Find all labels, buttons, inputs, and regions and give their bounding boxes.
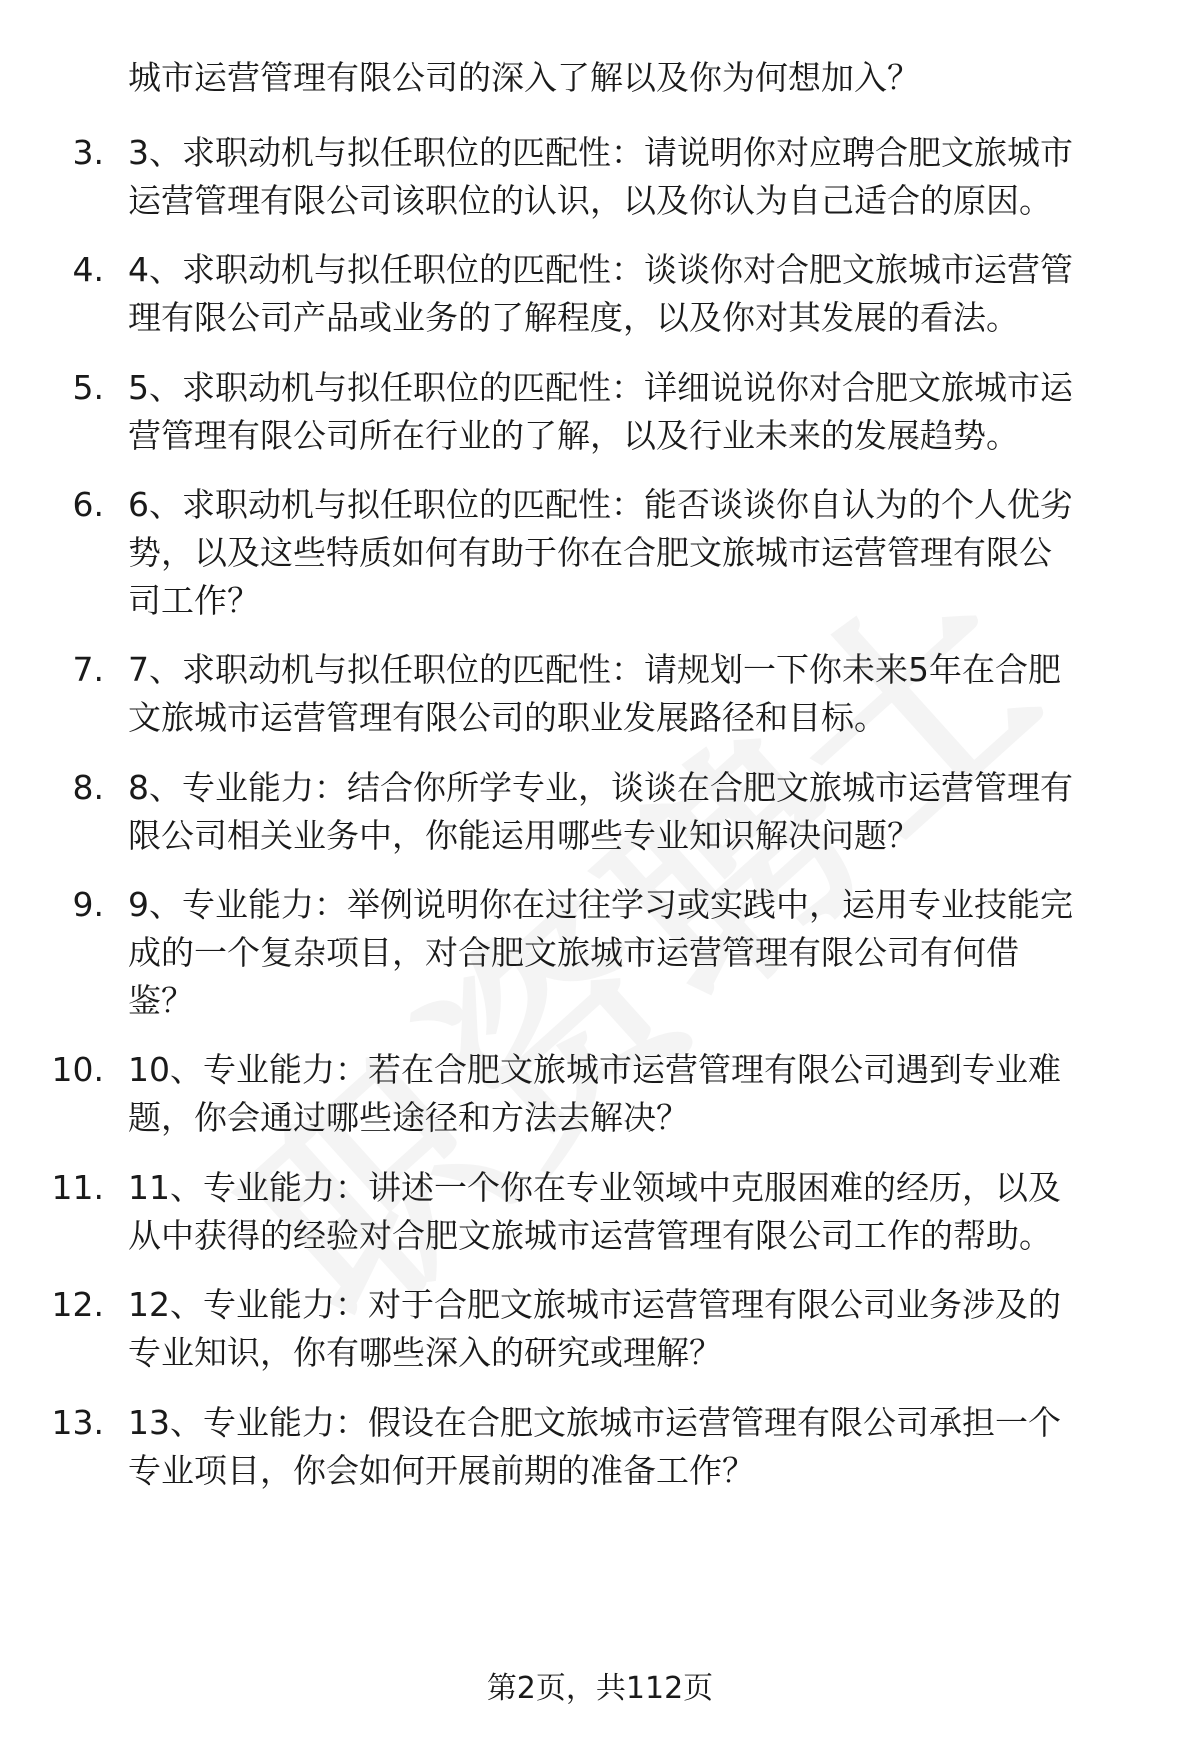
list-item-number: 9. bbox=[72, 885, 104, 924]
page-footer: 第2页，共112页 bbox=[486, 1671, 714, 1706]
list-item-text-line: 运营管理有限公司该职位的认识，以及你认为自己适合的原因。 bbox=[128, 181, 1052, 220]
list-item-text-line: 7、求职动机与拟任职位的匹配性：请规划一下你未来5年在合肥 bbox=[128, 650, 1061, 689]
list-item-text-line: 13、专业能力：假设在合肥文旅城市运营管理有限公司承担一个 bbox=[128, 1403, 1061, 1442]
list-item-text-line: 9、专业能力：举例说明你在过往学习或实践中，运用专业技能完 bbox=[128, 885, 1073, 924]
list-item-text-line: 8、专业能力：结合你所学专业，谈谈在合肥文旅城市运营管理有 bbox=[128, 768, 1073, 807]
list-item-number: 4. bbox=[72, 250, 104, 289]
list-item-text-line: 4、求职动机与拟任职位的匹配性：谈谈你对合肥文旅城市运营管 bbox=[128, 250, 1073, 289]
list-item-text-line: 文旅城市运营管理有限公司的职业发展路径和目标。 bbox=[128, 698, 887, 737]
list-item-number: 6. bbox=[72, 485, 104, 524]
list-item-text-line: 6、求职动机与拟任职位的匹配性：能否谈谈你自认为的个人优劣 bbox=[128, 485, 1073, 524]
list-item-text-line: 势，以及这些特质如何有助于你在合肥文旅城市运营管理有限公 bbox=[128, 533, 1052, 572]
list-item-text-line: 成的一个复杂项目，对合肥文旅城市运营管理有限公司有何借 bbox=[128, 933, 1019, 972]
list-item-text-line: 10、专业能力：若在合肥文旅城市运营管理有限公司遇到专业难 bbox=[128, 1050, 1061, 1089]
list-item-text-line: 专业项目，你会如何开展前期的准备工作？ bbox=[128, 1451, 755, 1490]
list-item-text-line: 11、专业能力：讲述一个你在专业领域中克服困难的经历，以及 bbox=[128, 1168, 1061, 1207]
list-item-text-line: 营管理有限公司所在行业的了解，以及行业未来的发展趋势。 bbox=[128, 416, 1019, 455]
list-item-number: 10. bbox=[51, 1050, 104, 1089]
list-item-number: 7. bbox=[72, 650, 104, 689]
list-item-text-line: 理有限公司产品或业务的了解程度，以及你对其发展的看法。 bbox=[128, 298, 1019, 337]
list-item-number: 5. bbox=[72, 368, 104, 407]
continuation-line: 城市运营管理有限公司的深入了解以及你为何想加入？ bbox=[128, 58, 920, 97]
list-item-number: 12. bbox=[51, 1285, 104, 1324]
list-item-text-line: 司工作？ bbox=[128, 581, 260, 620]
list-item-text-line: 限公司相关业务中，你能运用哪些专业知识解决问题？ bbox=[128, 816, 920, 855]
list-item-text-line: 3、求职动机与拟任职位的匹配性：请说明你对应聘合肥文旅城市 bbox=[128, 133, 1073, 172]
list-item-number: 13. bbox=[51, 1403, 104, 1442]
list-item-text-line: 鉴？ bbox=[128, 981, 194, 1020]
list-item-text-line: 专业知识，你有哪些深入的研究或理解？ bbox=[128, 1333, 722, 1372]
list-item-number: 3. bbox=[72, 133, 104, 172]
list-item-number: 11. bbox=[51, 1168, 104, 1207]
list-item-text-line: 5、求职动机与拟任职位的匹配性：详细说说你对合肥文旅城市运 bbox=[128, 368, 1073, 407]
list-item-text-line: 12、专业能力：对于合肥文旅城市运营管理有限公司业务涉及的 bbox=[128, 1285, 1061, 1324]
list-item-number: 8. bbox=[72, 768, 104, 807]
list-item-text-line: 题，你会通过哪些途径和方法去解决？ bbox=[128, 1098, 689, 1137]
list-item-text-line: 从中获得的经验对合肥文旅城市运营管理有限公司工作的帮助。 bbox=[128, 1216, 1052, 1255]
